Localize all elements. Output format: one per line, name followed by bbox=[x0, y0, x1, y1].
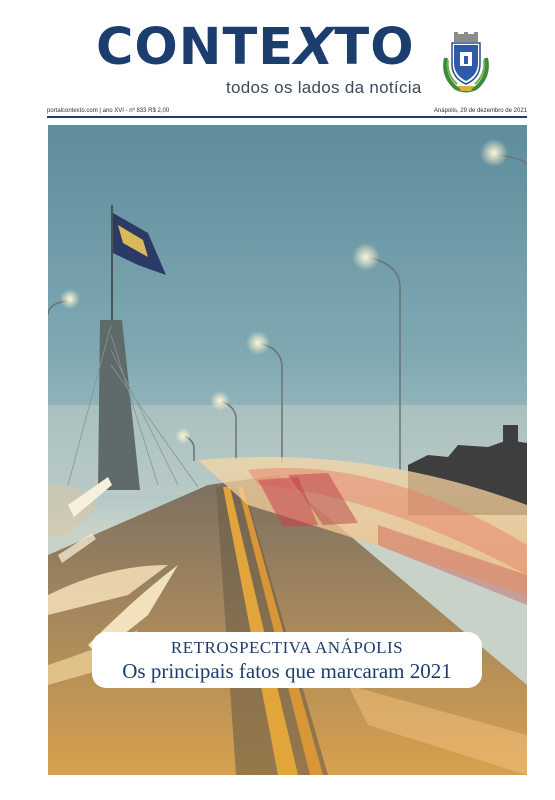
issue-date: Anápolis, 29 de dezembro de 2021 bbox=[433, 108, 527, 114]
masthead bbox=[0, 0, 555, 110]
masthead-divider bbox=[47, 116, 527, 118]
headline-title: Os principais fatos que marcaram 2021 bbox=[122, 659, 452, 683]
cover-headline-box[interactable] bbox=[92, 632, 482, 688]
newspaper-logo[interactable]: CONTEXTO bbox=[96, 18, 415, 77]
city-coat-of-arms-icon bbox=[438, 30, 494, 94]
logo-tagline: todos os lados da notícia bbox=[226, 78, 422, 97]
issue-info-left: portalcontexto.com | ano XVI - nº 833 R$ 2,00 bbox=[47, 108, 170, 114]
headline-kicker: RETROSPECTIVA ANÁPOLIS bbox=[170, 638, 404, 657]
